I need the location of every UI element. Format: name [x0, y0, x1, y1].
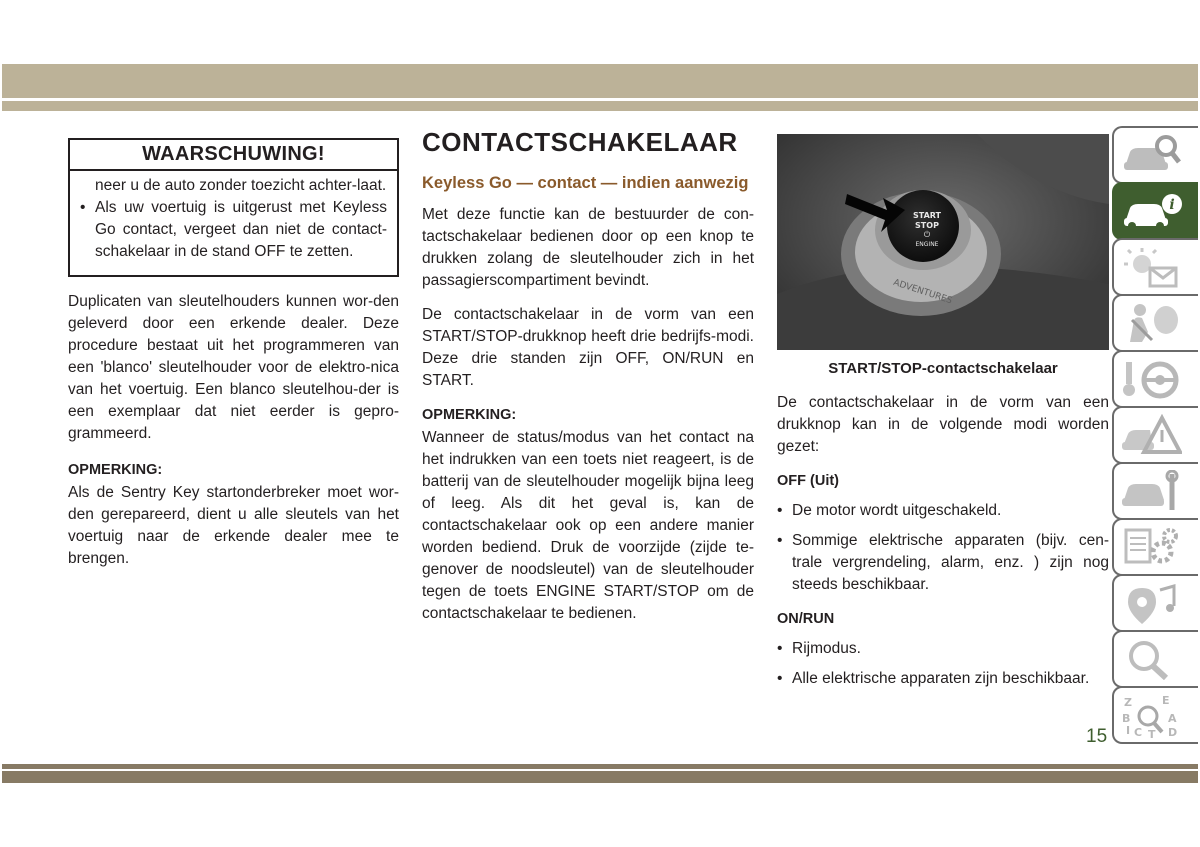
svg-text:i: i	[1169, 197, 1175, 213]
svg-text:Z: Z	[1124, 696, 1132, 709]
photo-caption: START/STOP-contactschakelaar	[828, 360, 1058, 377]
button-label-stop: STOP	[915, 221, 939, 230]
tab-search[interactable]	[1112, 630, 1198, 688]
tab-steering-key[interactable]	[1112, 350, 1198, 408]
specs-gear-icon	[1122, 526, 1182, 568]
tab-car-info[interactable]	[1112, 182, 1198, 240]
car-warning-triangle-icon	[1122, 414, 1182, 456]
tab-multimedia[interactable]	[1112, 574, 1198, 632]
airbag-seat-icon	[1122, 302, 1182, 344]
column-left	[68, 138, 399, 570]
footer-rule	[2, 764, 1198, 769]
svg-text:D: D	[1168, 726, 1178, 738]
svg-text:B: B	[1122, 712, 1131, 725]
button-label-engine: ENGINE	[915, 241, 939, 248]
column-right	[777, 134, 1109, 690]
svg-text:⏻: ⏻	[923, 230, 931, 239]
tab-index[interactable]	[1112, 686, 1198, 744]
list-item: • Alle elektrische apparaten zijn beschikbaar.	[777, 668, 1109, 690]
column-middle	[422, 126, 754, 625]
tab-warning-lights[interactable]	[1112, 238, 1198, 296]
paragraph: De contactschakelaar in de vorm van een START/STOP-drukknop heeft drie bedrijfs-modi. Deze drie standen zijn OFF, ON/RUN en START.	[422, 306, 754, 389]
list-item: • De motor wordt uitgeschakeld.	[777, 500, 1109, 522]
note-heading: OPMERKING:	[68, 462, 163, 478]
search-icon	[1122, 638, 1182, 680]
section-heading: CONTACTSCHAKELAAR	[422, 127, 738, 157]
car-wrench-icon	[1122, 470, 1182, 512]
paragraph: Met deze functie kan de bestuurder de con-tactschakelaar bedienen door op een knop te drukken zolang de sleutelhouder zich in het passagierscompartiment bevindt.	[422, 206, 754, 289]
svg-text:T: T	[1148, 728, 1156, 738]
note-heading: OPMERKING:	[422, 407, 517, 423]
paragraph: Duplicaten van sleutelhouders kunnen wor-den geleverd door een erkende dealer. Deze procedure bestaat uit het programmeren van een 'blanco' sleutelhouder voor de elektro-nica van het voertuig. Een blanco sleutelhou-der is een exemplaar dat niet eerder is gepro-grammeerd.	[68, 293, 399, 442]
warning-continued-text: neer u de auto zonder toezicht achter-laat.	[95, 177, 387, 194]
footer-band	[2, 771, 1198, 783]
warning-title: WAARSCHUWING!	[70, 140, 397, 171]
warning-bullet: • Als uw voertuig is uitgerust met Keyless Go contact, vergeet dan niet de contact-schakelaar in de stand OFF te zetten.	[80, 197, 387, 263]
svg-text:C: C	[1134, 726, 1143, 738]
tab-airbag-seat[interactable]	[1112, 294, 1198, 352]
note-text: Wanneer de status/modus van het contact na het indrukken van een toets niet reageert, is de batterij van de sleutelhouder mogelijk bijna leeg of leeg. Als dit het geval is, kan de contactschakelaar ook op een andere manier worden bediend. Druk de voorzijde (zijde te-genover de noodsleutel) van de sleutelhouder tegen de toets ENGINE START/STOP om de contactschakelaar te bedienen.	[422, 429, 754, 622]
note-text: Als de Sentry Key startonderbreker moet wor-den gerepareerd, dient u alle sleutels van het voertuig naar de erkende dealer mee te brengen.	[68, 484, 399, 567]
button-label-start: START	[912, 211, 942, 220]
start-stop-photo	[777, 134, 1109, 350]
header-rule	[2, 101, 1198, 111]
list-item: • Rijmodus.	[777, 638, 1109, 660]
svg-text:A: A	[1168, 712, 1177, 725]
tab-car-warning[interactable]	[1112, 406, 1198, 464]
index-az-icon	[1122, 694, 1186, 738]
multimedia-icon	[1122, 582, 1182, 624]
tab-car-magnifier[interactable]	[1112, 126, 1198, 184]
svg-text:I: I	[1126, 724, 1131, 737]
tab-car-wrench[interactable]	[1112, 462, 1198, 520]
off-heading: OFF (Uit)	[777, 473, 840, 489]
warning-lights-icon	[1122, 246, 1182, 288]
sub-heading: Keyless Go — contact — indien aanwezig	[422, 174, 749, 192]
car-magnifier-icon	[1122, 134, 1182, 176]
on-run-heading: ON/RUN	[777, 611, 835, 627]
paragraph: De contactschakelaar in de vorm van een drukknop kan in de volgende modi worden gezet:	[777, 394, 1109, 455]
warning-box	[68, 138, 399, 277]
svg-text:E: E	[1162, 694, 1170, 707]
list-item: • Sommige elektrische apparaten (bijv. cen-trale vergrendeling, alarm, enz. ) zijn nog steeds beschikbaar.	[777, 530, 1109, 596]
header-band	[2, 64, 1198, 98]
steering-wheel-key-icon	[1122, 358, 1182, 400]
tab-specs[interactable]	[1112, 518, 1198, 576]
car-info-icon	[1122, 190, 1182, 232]
page-number: 15	[1086, 726, 1108, 747]
ring-text: ADVENTURES	[891, 277, 954, 307]
